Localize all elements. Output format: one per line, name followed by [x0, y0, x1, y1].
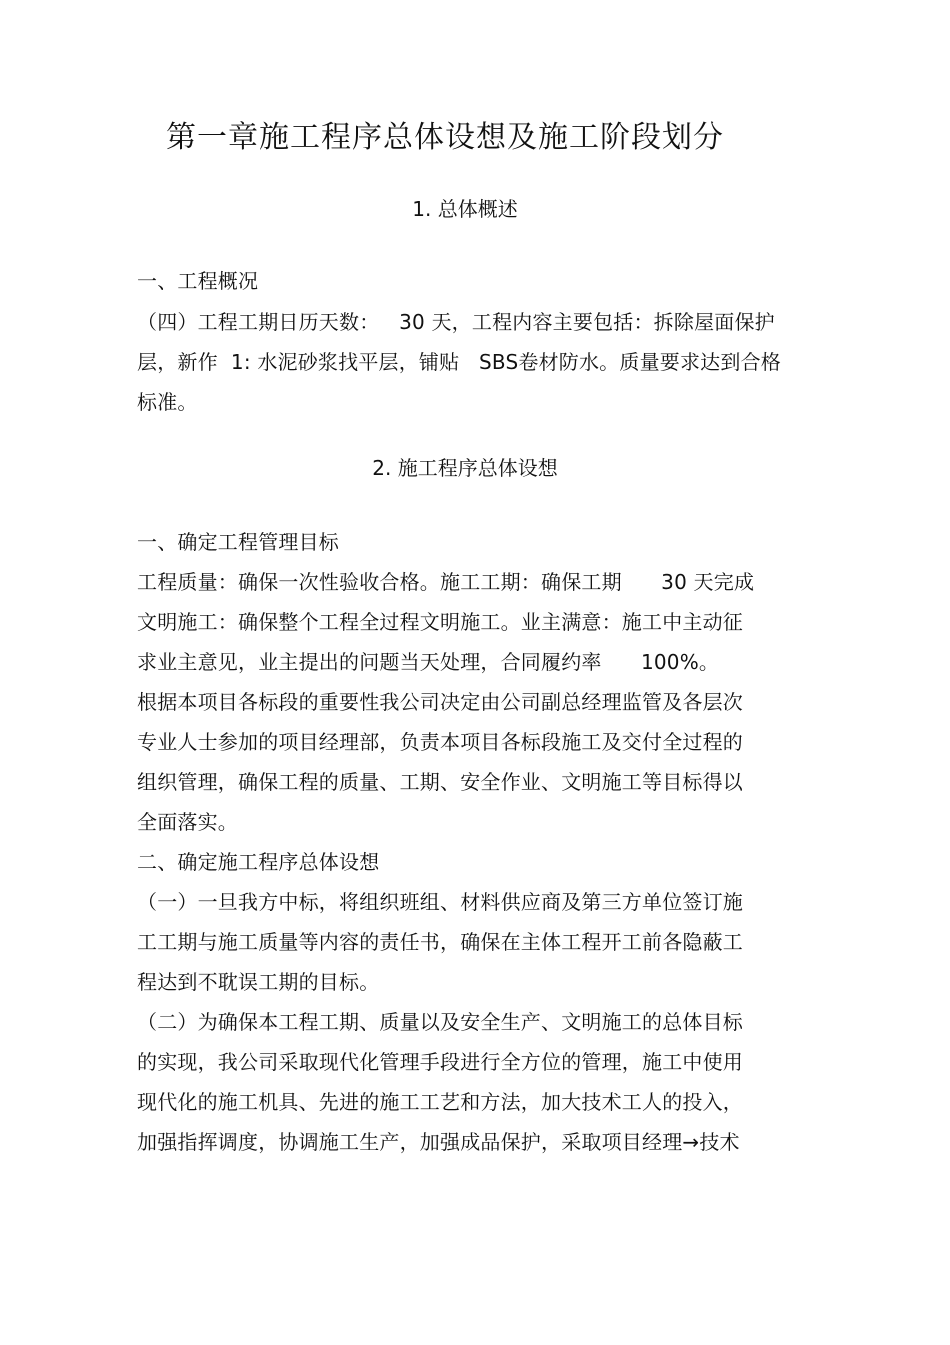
body-line: 一、工程概况 [137, 269, 259, 293]
body-line: 根据本项目各标段的重要性我公司决定由公司副总经理监管及各层次 [137, 690, 743, 714]
body-line: 求业主意见，业主提出的问题当天处理，合同履约率 100%。 [137, 650, 720, 674]
body-line: （二）为确保本工程工期、质量以及安全生产、文明施工的总体目标 [137, 1010, 743, 1034]
body-line: 的实现，我公司采取现代化管理手段进行全方位的管理，施工中使用 [137, 1050, 743, 1074]
body-line: 工工期与施工质量等内容的责任书，确保在主体工程开工前各隐蔽工 [137, 930, 743, 954]
body-line: 程达到不耽误工期的目标。 [137, 970, 380, 994]
document-title: 第一章施工程序总体设想及施工阶段划分 [166, 120, 724, 155]
body-line: （四）工程工期日历天数： 30 天，工程内容主要包括：拆除屋面保护 [137, 310, 775, 334]
body-line: 加强指挥调度，协调施工生产，加强成品保护，采取项目经理→技术 [137, 1130, 740, 1154]
body-line: 全面落实。 [137, 810, 238, 834]
body-line: 一、确定工程管理目标 [137, 530, 339, 554]
body-line: 组织管理，确保工程的质量、工期、安全作业、文明施工等目标得以 [137, 770, 743, 794]
body-line: 专业人士参加的项目经理部，负责本项目各标段施工及交付全过程的 [137, 730, 743, 754]
body-line: 层，新作 1: 水泥砂浆找平层，铺贴 SBS卷材防水。质量要求达到合格 [137, 350, 781, 374]
body-line: 二、确定施工程序总体设想 [137, 850, 380, 874]
body-line: 现代化的施工机具、先进的施工工艺和方法，加大技术工人的投入， [137, 1090, 743, 1114]
section-heading-overall-plan: 2. 施工程序总体设想 [372, 456, 558, 480]
section-heading-overview: 1. 总体概述 [412, 197, 518, 221]
body-line: 文明施工：确保整个工程全过程文明施工。业主满意：施工中主动征 [137, 610, 743, 634]
body-line: 标准。 [137, 390, 198, 414]
body-line: 工程质量：确保一次性验收合格。施工工期：确保工期 30 天完成 [137, 570, 755, 594]
body-line: （一）一旦我方中标，将组织班组、材料供应商及第三方单位签订施 [137, 890, 743, 914]
